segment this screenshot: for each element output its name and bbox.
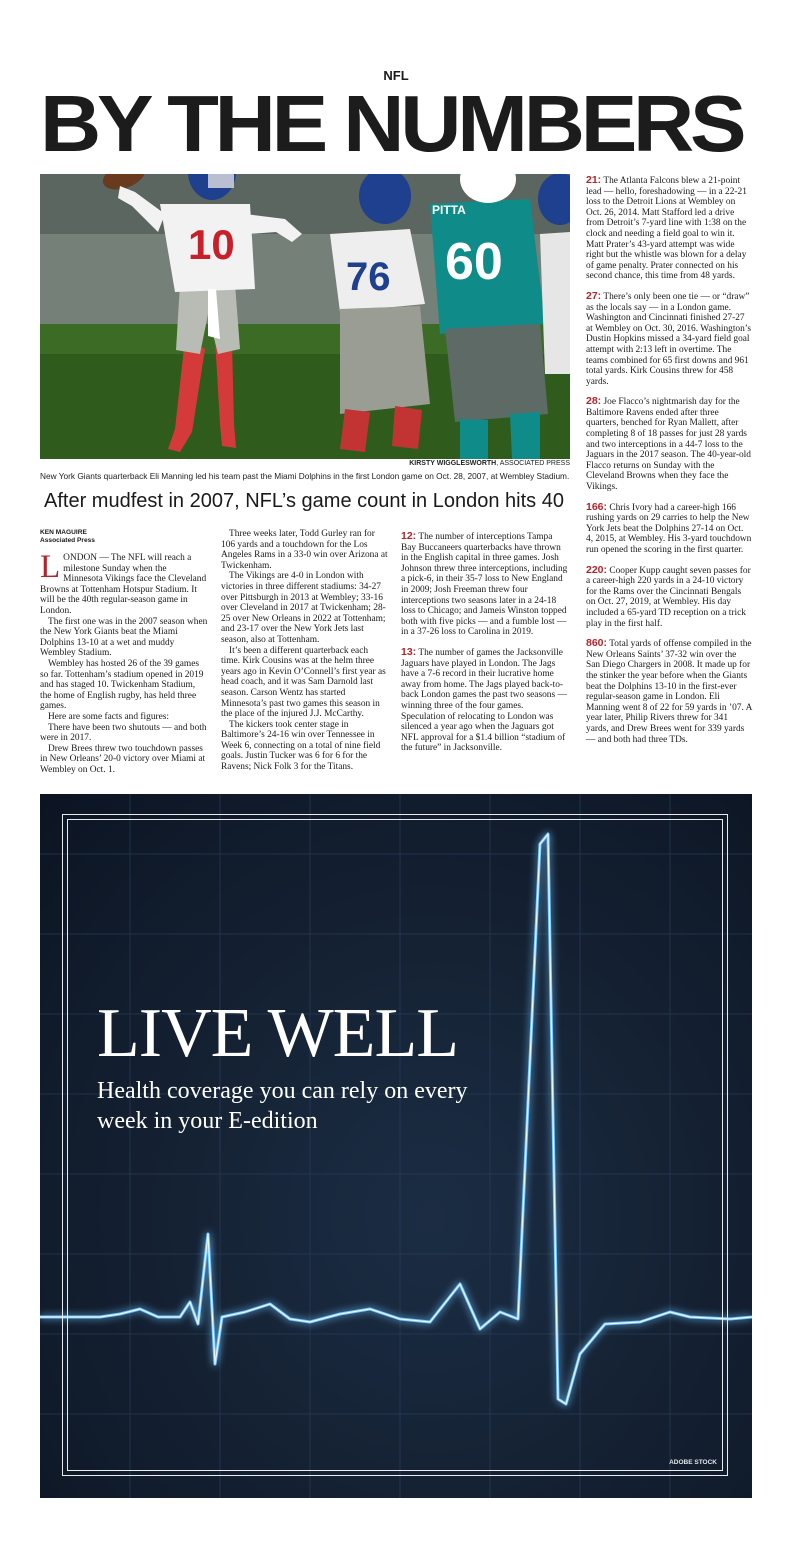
ad-frame-inner <box>67 819 723 1471</box>
number-label: 28: <box>586 395 602 408</box>
number-item: 28: Joe Flacco’s nightmarish day for the Baltimore Ravens ended after three quarters, benched for Ryan Mallett, after completing 8 of 18 passes for just 28 yards and two interceptions in a 44-7 loss to the Jaguars in the 2017 season. The 40-year-old Flacco returns on Sunday with the Cleveland Browns when they face the Vikings. <box>586 395 751 493</box>
live-well-ad[interactable] <box>40 794 752 1498</box>
paragraph: The Vikings are 4-0 in London with victories in three different stadiums: 34-27 over Pittsburgh in 2013 at Wembley; 33-16 over Cleveland in 2017 at Twickenham; 28-25 over New Orleans in 2022 at Tottenham; and 23-17 over the New York Jets last season, also at Tottenham. <box>221 571 386 645</box>
numbers-column-3 <box>401 531 569 763</box>
paragraph: Wembley has hosted 26 of the 39 games so far. Tottenham’s stadium opened in 2019 and has staged 10. Twickenham Stadium, the home of English rugby, has held three games. <box>40 658 204 712</box>
photo-credit-name: KIRSTY WIGGLESWORTH <box>409 460 497 467</box>
number-label: 27: <box>586 289 602 302</box>
paragraph: Drew Brees threw two touchdown passes in New Orleans’ 20-0 victory over Miami at Wembley on Oct. 1. <box>40 743 206 775</box>
paragraph: Three weeks later, Todd Gurley ran for 106 yards and a touchdown for the Los Angeles Rams in a 33-0 win over Arizona at Twickenham. <box>221 529 388 571</box>
ad-title: LIVE WELL <box>97 995 458 1072</box>
ad-image-credit: ADOBE STOCK <box>669 1459 717 1466</box>
paragraph: The first one was in the 2007 season when the New York Giants beat the Miami Dolphins 13-10 at a wet and muddy Wembley Stadium. <box>40 616 208 659</box>
jersey-number-lineman: 60 <box>445 233 503 291</box>
page-headline: BY THE NUMBERS <box>40 79 743 168</box>
subheadline: After mudfest in 2007, NFL’s game count in London hits 40 <box>44 490 564 512</box>
section-label: NFL <box>383 68 409 83</box>
number-item: 27: There’s only been one tie — or “draw” as the locals say — in a London game. Washington and Cincinnati finished 27-27 at Wembley on Oct. 30, 2016. Washington’s Dustin Hopkins missed a 34-yard field goal attempt with 2:13 left in overtime. The teams combined for 65 first downs and 961 total yards. Kirk Cousins threw for 458 yards. <box>586 289 752 387</box>
jersey-number-qb: 10 <box>188 221 235 268</box>
number-item: 13: The number of games the Jacksonville Jaguars have played in London. The Jags have a 7-6 record in their lucrative home away from home. The Jags played back-to-back London games the past two seasons — winning three of the four games. Speculation of relocating to London was silenced a year ago when the Jaguars got NFL approval for a $1.4 billion “stadium of the future” in Jacksonville. <box>401 645 567 754</box>
number-label: 12: <box>401 530 417 542</box>
lead-paragraph: LONDON — The NFL will reach a milestone Sunday when the Minnesota Vikings face the Cleveland Browns at Tottenham Hotspur Stadium. It will be the 40th regular-season game in London. <box>40 549 207 616</box>
paragraph: The kickers took center stage in Baltimore’s 24-16 win over Tennessee in Week 6, connecting on a total of nine field goals. Justin Tucker was 6 for 6 for the Ravens; Nick Folk 3 for the Titans. <box>221 719 381 773</box>
number-item: 166: Chris Ivory had a career-high 166 rushing yards on 29 carries to help the New York Jets beat the Dolphins 27-14 on Oct. 4, 2015, at Wembley. His 3-yard touchdown run opened the scoring in the first quarter. <box>586 500 752 555</box>
number-label: 13: <box>401 645 417 658</box>
number-item: 21: The Atlanta Falcons blew a 21-point lead — hello, foreshadowing — in a 22-21 loss to the Detroit Lions at Wembley on Oct. 26, 2014. Matt Stafford led a drive from Detroit’s 7-yard line with 1:38 on the clock and needing a field goal to win it. Matt Prater’s 43-yard attempt was wide right but the whistle was blown for a delay of game penalty. Prater connected on his second chance, this time from 48 yards. <box>586 174 747 282</box>
paragraph: Here are some facts and figures: <box>48 711 170 722</box>
number-label: 860: <box>586 637 608 650</box>
number-item: 860: Total yards of offense compiled in the New Orleans Saints’ 37-32 win over the San Diego Chargers in 2008. It made up for the stinker the year before when the Giants beat the Dolphins 13-10 in the first-ever regular-season game in London. Eli Manning went 8 of 22 for 59 yards in ’07. A year later, Philip Rivers threw for 341 yards, and Drew Brees went for 339 yards — and both had three TDs. <box>586 637 752 745</box>
byline: KEN MAGUIRE <box>40 529 87 536</box>
photo-credit-org: , ASSOCIATED PRESS <box>496 460 570 467</box>
jersey-number-blocker: 76 <box>346 255 391 299</box>
byline-org: Associated Press <box>40 537 95 544</box>
jersey-nameplate: PITTA <box>432 203 466 217</box>
drop-cap: L <box>40 549 61 585</box>
photo-caption: New York Giants quarterback Eli Manning led his team past the Miami Dolphins in the first London game on Oct. 28, 2007, at Wembley Stadium. <box>40 471 570 481</box>
numbers-column-4 <box>586 175 752 754</box>
number-label: 220: <box>586 563 608 576</box>
number-label: 21: <box>586 174 602 186</box>
number-item: 220: Cooper Kupp caught seven passes for a career-high 220 yards in a 24-10 victory for the Rams over the Cincinnati Bengals on Oct. 27, 2019, at Wembley. His day included a 65-yard TD reception on a trick play in the first half. <box>586 563 751 629</box>
paragraph: There have been two shutouts — and both were in 2017. <box>40 722 207 744</box>
game-photo <box>40 174 570 459</box>
photo-credit <box>40 460 570 467</box>
ad-subtitle: Health coverage you can rely on every week in your E-edition <box>97 1078 468 1134</box>
article-column-1 <box>40 529 208 775</box>
number-label: 166: <box>586 500 608 513</box>
paragraph: It’s been a different quarterback each time. Kirk Cousins was at the helm three years ago in Kevin O’Connell’s first year as head coach, and it was Sam Darnold last season. Carson Wentz has started Minnesota’s past two games this season in the place of the injured J.J. McCarthy. <box>221 645 386 720</box>
article-column-2 <box>221 529 389 773</box>
number-item: 12: The number of interceptions Tampa Bay Buccaneers quarterbacks have thrown in the English capital in three games. Josh Johnson threw three interceptions, including a pick-6, in their 35-7 loss to New England in 2009; Josh Freeman threw four interceptions two seasons later in a 24-18 loss to Chicago; and Jameis Winston topped both with five picks — and a fumble lost — in a 37-26 loss to Carolina in 2019. <box>401 530 568 638</box>
